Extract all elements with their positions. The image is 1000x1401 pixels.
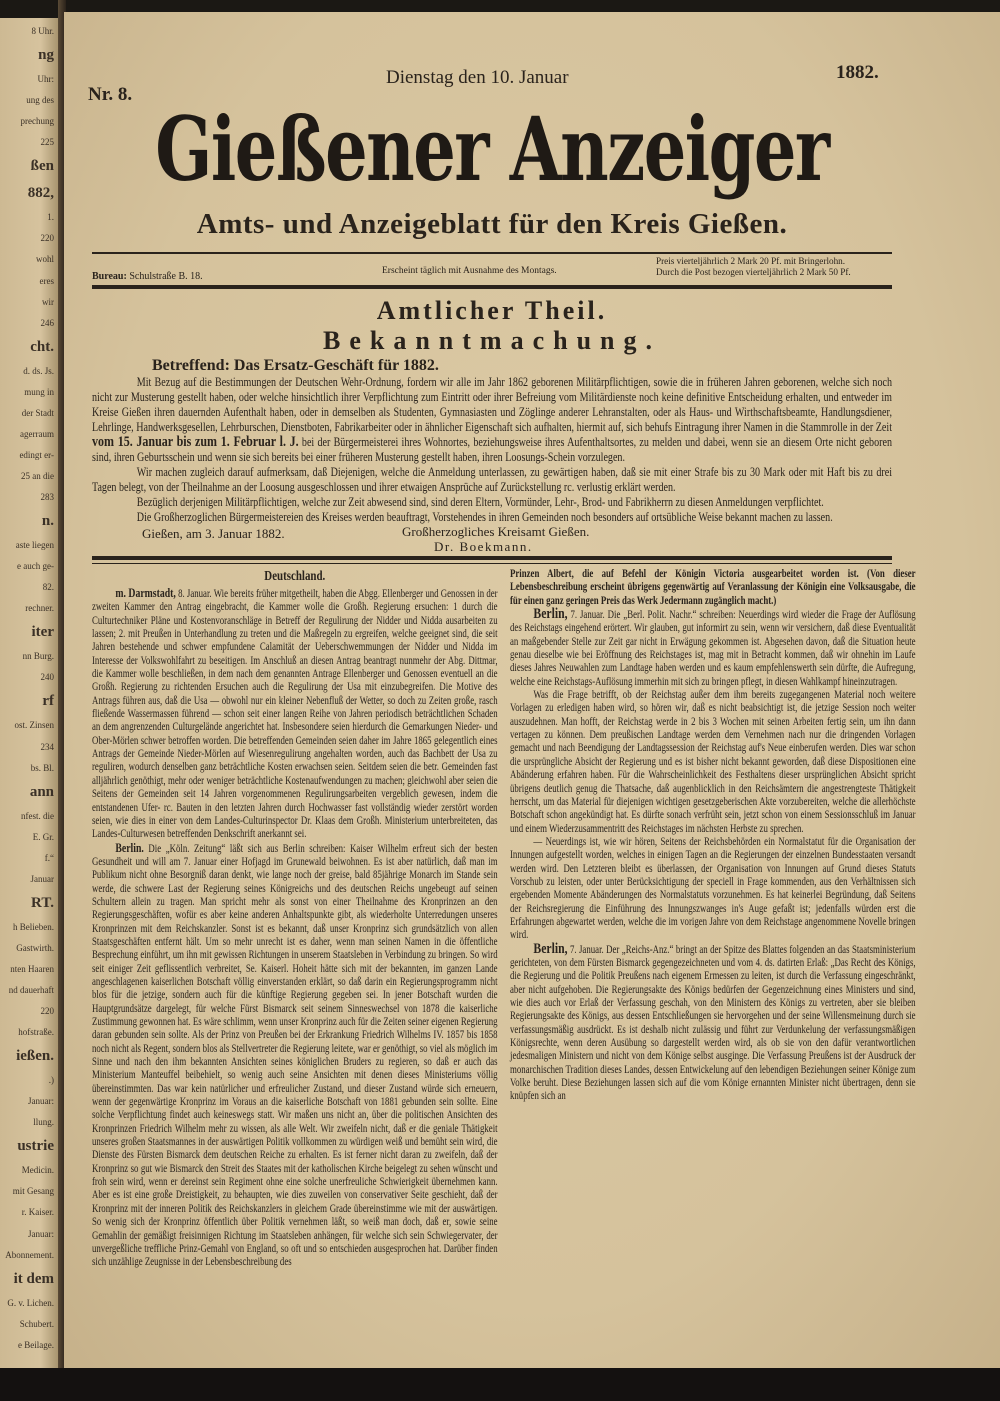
adjacent-page-fragment: 8 Uhr. — [31, 26, 54, 36]
article-paragraph: Prinzen Albert, die auf Befehl der Königin Victoria ausgearbeitet worden ist. (Von dieser Lebensbeschreibung erscheint übrigens gegenwärtig auf Veranlassung der Königin eine Volksausgabe, die für einen ganz geringen Preis das Werk Jedermann zugänglich macht.) — [510, 568, 916, 607]
adjacent-page-fragment: h Belieben. — [13, 921, 54, 932]
article-text: 7. Januar. Die „Berl. Polit. Nachr.“ schreiben: Neuerdings wird wieder die Frage der Auflösung des Reichstags eingehend erörtert. Wir glauben, gut informirt zu sein, wenn wir versichern, daß diese Eventualität an maßgebender Stelle zur Zeit gar nicht in Erwägung gekommen ist. Abgesehen davon, daß die Situation heute genau dieselbe wie bei Eröffnung des Reichstages ist, mag mit in Betracht kommen, daß wir ohnehin im Laufe dieses Jahres Neuwahlen zum Landtage haben werden und es kaum empfehlenswerth sein dürfte, die Aufregung, welche eine Reichstags-Auflösung immerhin mit sich zu bringen pflegt, in diesen Wahlkampf hineinzutragen. — [510, 609, 916, 688]
notice-body — [92, 375, 892, 525]
adjacent-page-fragment: ustrie — [17, 1138, 54, 1155]
bureau-label: Bureau: — [92, 271, 127, 282]
article-text: 8. Januar. Wie bereits früher mitgetheilt, haben die Abgg. Ellenberger und Genossen in der zweiten Kammer den Antrag eingebracht, die Kammer wolle die Großh. Regierung ersuchen: 1 durch die Culturtechniker Pläne und Kostenvoranschläge in Betreff der Regulirung der Nidder und Nidda ausarbeiten zu lassen; 2. mit Preußen in Unterhandlung zu treten und die Maßregeln zu ergreifen, welche geeignet sind, die seit Jahren bestehende und schwer empfundene Calamität der Ueberschwemmungen der Nidder und Nidda im Interesse der Volkswohlfahrt zu beseitigen. Im Anschluß an diesen Antrag beantragt nunmehr der Abg. Dittmar, die Kammer wolle beschließen, in dem nach dem genannten Antrage Ellenberger und Genossen eventuell an die Großh. Regierung zu richtenden Ersuchen auch die Regulirung der Usa mit einzubegreifen. Die Motive des Antrags führen aus, daß die Usa — obwohl nur ein kleiner Nebenfluß der Wetter, so doch zu Zeiten große, rasch fließende Wassermassen führend — schon seit einer langen Reihe von Jahren periodisch beträchtlichen Schaden an dem angrenzenden Culturgelände angerichtet hat. Insbesondere seien hierdurch die Gemarkungen Nieder- und Ober-Mörlen schwer betroffen worden. Die betreffenden Gemeinden seien daher im Jahre 1865 gelegentlich eines Antrags der Gemeinde Nieder-Mörlen auf Wiesenregulirung angehalten worden, auch das Bachbett der Usa zu reguliren, wodurch denselben ganz beträchtliche Kosten erwachsen seien. Seitdem seien die betr. Gemeinden fast alljährlich genöthigt, mehr oder weniger beträchtliche Kostenaufwendungen zu machen; gleichwohl aber seien die Seitens der Gemeinden seit 14 Jahren vorgenommenen Regulirungsarbeiten vergeblich gewesen, indem die entstandenen Ufer- rc. Bauten in den letzten Jahren durch Hochwasser fast vollständig wieder zerstört worden seien, wie dies in einer von dem Landes-Culturinspector Dr. Klaas dem Großh. Ministerium unterbreiteten, das Landes-Culturwesen betreffenden Denkschrift anerkannt sei. — [92, 588, 498, 841]
notice-paragraph — [92, 375, 892, 465]
dateline: m. Darmstadt, — [115, 586, 176, 600]
section-heading: Amtlicher Theil. — [376, 296, 608, 325]
price-line: Preis vierteljährlich 2 Mark 20 Pf. mit Bringerlohn. — [656, 256, 846, 266]
adjacent-page-fragment: 220 — [40, 233, 54, 244]
adjacent-page-fragment: Januar — [30, 873, 54, 884]
adjacent-page-fragment: RT. — [31, 894, 54, 911]
notice-signature — [92, 525, 892, 556]
notice-text: Mit Bezug auf die Bestimmungen der Deutschen Wehr-Ordnung, fordern wir alle im Jahr 1862 geborenen Militärpflichtigen, sowie die in früheren Jahren geborenen, welche sich noch nicht zur Musterung gestellt haben, oder welche hinsichtlich ihrer Verpflichtung zum Eintritt oder ihrer Befreiung vom Militärdienste noch keine definitive Entscheidung erhalten, und entweder im Kreise Gießen ihren dauernden Aufenthalt haben, oder in demselben als Studenten, Gymnasiasten und Zöglinge anderer Lehranstalten, oder als Haus- und Wirthschaftsbeamte, Handlungsdiener, Lehrlinge, Handwerksgesellen, Lehrburschen, Dienstboten, Fabrikarbeiter oder in ähnlicher Eigenschaft sich aufhalten, hiermit auf, sich behufs Eintragung ihrer Namen in die Stammrolle in der Zeit — [92, 375, 893, 434]
article-columns — [92, 568, 916, 1270]
right-column — [510, 568, 916, 1270]
adjacent-page-fragment: f.“ — [44, 852, 54, 863]
article-paragraph — [92, 842, 498, 1270]
adjacent-page-fragment: G. v. Lichen. — [7, 1297, 54, 1308]
adjacent-page-fragment: d. ds. Js. — [23, 365, 54, 376]
adjacent-page-fragment: 234 — [40, 741, 54, 752]
adjacent-page-fragment: nn Burg. — [22, 651, 54, 662]
article-paragraph — [510, 608, 916, 689]
adjacent-page-fragment: agerraum — [20, 428, 54, 439]
issue-year: 1882. — [836, 62, 879, 83]
signatory: Dr. Boekmann. — [434, 539, 533, 554]
adjacent-page-fragment: 246 — [40, 317, 54, 328]
adjacent-page-fragment: Gastwirth. — [16, 942, 54, 953]
adjacent-page-fragment: E. Gr. — [32, 831, 54, 842]
divider — [92, 285, 892, 289]
article-text: 7. Januar. Der „Reichs-Anz.“ bringt an der Spitze des Blattes folgenden an das Staatsministerium gerichteten, von dem Fürsten Bismarck gegengezeichneten und vom 4. ds. datirten Erlaß: „Das Recht des Königs, die Regierung und die Politik Preußens nach eigenem Ermessen zu leiten, ist durch die Verfassung eingeschränkt, aber nicht aufgehoben. Die Regierungsakte des Königs bedürfen der Gegenzeichnung eines Ministers und sind, wie dies auch vor Erlaß der Verfassung geschah, von den Ministern des Königs zu vertreten, aber sie bleiben Regierungsakte des Königs, aus dessen Entschließungen sie hervorgehen und der seine Willensmeinung durch sie verfassungsmäßig ausdrückt. Es ist deshalb nicht zulässig und führt zur Verdunkelung der verfassungsmäßigen Königsrechte, wenn deren Ausübung so dargestellt werden wird, als ob sie von den dafür verantwortlichen jedesmaligen Ministern und nicht von dem Könige selbst ausginge. Die Verfassung Preußens ist der Ausdruck der monarchischen Tradition dieses Landes, dessen Entwickelung auf den lebendigen Beziehungen seiner Könige zum Volke beruht. Diese Beziehungen lassen sich auf die vom Könige ernannten Minister nicht übertragen, denn sie knüpfen sich an — [510, 943, 916, 1103]
adjacent-page-fragment: iter — [31, 624, 54, 641]
adjacent-page-fragment: nten Haaren — [10, 963, 54, 974]
adjacent-page-fragment: cht. — [30, 338, 54, 355]
adjacent-page-fragment: edingt er- — [19, 449, 54, 460]
content-flow — [92, 296, 916, 1270]
adjacent-page-fragment: 82. — [42, 582, 54, 593]
adjacent-page-fragment: Schubert. — [19, 1318, 54, 1329]
notice-subject: Betreffend: Das Ersatz-Geschäft für 1882. — [152, 357, 439, 374]
adjacent-page-fragment: r. Kaiser. — [21, 1207, 54, 1218]
newspaper-subtitle: Amts- und Anzeigeblatt für den Kreis Gießen. — [196, 208, 788, 240]
left-column — [92, 568, 498, 1270]
adjacent-page-fragment: mung in — [24, 386, 54, 397]
divider — [92, 563, 892, 564]
adjacent-page-fragment: e auch ge- — [17, 561, 54, 572]
adjacent-page-fragment: ann — [29, 783, 54, 800]
adjacent-page-fragment: 25 an die — [21, 470, 54, 481]
adjacent-page-fragment: ng — [38, 47, 54, 64]
adjacent-page-fragment: Abonnement. — [5, 1249, 54, 1260]
adjacent-page-fragment: nfest. die — [21, 810, 54, 821]
left-column-text — [92, 568, 498, 1270]
adjacent-page-fragment: mit Gesang — [12, 1186, 54, 1197]
adjacent-page-fragment: 283 — [40, 491, 54, 502]
divider — [92, 556, 892, 560]
dateline: Berlin, — [533, 940, 568, 957]
notice-paragraph: Die Großherzoglichen Bürgermeistereien des Kreises werden beauftragt, Vorstehendes in ihren Gemeinden noch besonders auf ortsübliche Weise bekannt machen zu lassen. — [136, 510, 833, 524]
adjacent-page-fragment: hofstraße. — [18, 1027, 54, 1038]
adjacent-page-fragment: eres — [39, 275, 54, 286]
adjacent-page-fragment: rf — [42, 693, 54, 710]
dateline: Berlin, — [533, 606, 568, 623]
article-paragraph: — Neuerdings ist, wie wir hören, Seitens der Reichsbehörden ein Normalstatut für die Organisation der Innungen aufgestellt worden, welches in einigen Tagen an die Regierungen der einzelnen Bundesstaaten versandt werden wird. Den Letzteren bleibt es überlassen, der Organisation von Innungen auf Grund dieses Statuts Vorschub zu leisten, oder unter Berücksichtigung der speciell in Frage kommenden, aus den Verhältnissen sich ergebenden Momente Abänderungen des Normalstatuts vorzunehmen. Es hat keinerlei Begründung, daß Seitens der Reichsregierung die Einführung des Innungszwanges in's Auge gefaßt ist; jedenfalls würden erst die Erfahrungen abgewartet werden, welche die im vorigen Jahre von dem Reichstage angenommene Novelle bringen wird. — [510, 835, 916, 942]
adjacent-page-fragment: prechung — [20, 116, 54, 127]
article-text: Die „Köln. Zeitung“ läßt sich aus Berlin schreiben: Kaiser Wilhelm erfreut sich der besten Gesundheit und will am 7. Januar einer Hofjagd im Grunewald beiwohnen. Es ist aber natürlich, daß man im Publikum nicht ohne Besorgniß daran denkt, wie lange noch der greise, bald 85jährige Monarch im Stande sein werde, die schwere Last der Regierung seines Königreichs und des deutschen Reichs ungebeugt auf seinen Schultern allein zu tragen. Man spricht mehr als sonst von einer Theilnahme des Kronprinzen an den Regierungsgeschäften, wofür es aber keine anderen Anhaltspunkte gibt, als wiederholte Unterredungen unseres Kronprinzen mit dem Reichskanzler. Sonst ist es bekannt, daß unser Kronprinz sich grundsätzlich von allen Staatsgeschäften entfernt hält. Um so mehr unrecht ist es daher, wenn man seinen Namen in die öffentliche Besprechung einführt, um ihn mit gewissen Richtungen in unserem Staatsleben in Verbindung zu bringen. So wird seit einiger Zeit geflissentlich verbreitet, Se. Kaiserl. Hoheit hätte sich mit der bekannten, im ganzen Lande angeschlagenen kaiserlichen Botschaft völlig einverstanden erklärt, so daß darin ein Regierungsprogramm nicht blos für die jetzige, sondern auch für die künftige Regierung gegeben sei. In jener Botschaft wurden die Hauptgrundsätze dargelegt, für welche Fürst Bismarck seit seinem Sinneswechsel von 1878 die kaiserliche Zustimmung gewonnen hat. Es wäre schlimm, wenn unser Kronprinz auch für die Zeiten seiner eigenen Regierung daran gebunden sein sollte. Als der Prinz von Preußen bei der Erkrankung Friedrich Wilhelms IV. 1857 bis 1858 noch nicht als Regent, sondern blos als Stellvertreter die Regierung leitete, war er genöthigt, so viel als möglich im Sinne und nach den ihm bekannten Ansichten seines königlichen Bruders zu regieren, so daß er auch das Ministerium Manteuffel beibehielt, so wenig auch seine Ansichten mit denen dieses Ministeriums völlig übereinstimmten. Das war kein natürlicher und erfreulicher Zustand, und dieser Zustand würde sich erneuern, wenn der gegenwärtige Kronprinz im Voraus an die kaiserliche Botschaft von 1881 gebunden sein sollte. Eine solche Verpflichtung findet auch keineswegs statt. Wir maßen uns nicht an, über die politischen Ansichten des Kronprinzen Friedrich Wilhelm mehr zu wissen, als alle Welt. Wir zweifeln nicht, daß er die geniale Thätigkeit unseres großen Staatsmannes in der auswärtigen Politik vollkommen zu würdigen weiß und bemüht sein wird, die Dienste des Fürsten Bismarck dem deutschen Reiche zu erhalten. Es ist ferner nicht daran zu zweifeln, daß der Kronprinz so gut wie Bismarck den Streit des Staates mit der katholischen Kirche beigelegt zu sehen wünscht und froh sein wird, wenn er dereinst sein Regiment ohne eine solche unerfreuliche Schwierigkeit übernehmen kann. Aber es ist eine große Dreistigkeit, zu behaupten, wie dies zuweilen von conservativer Seite geschieht, daß der Kronprinz mit der inneren Politik des Reichskanzlers in gleichem Grade übereinstimme wie mit der auswärtigen. So wenig sich der Kronprinz öffentlich über Politik vernehmen läßt, so weiß man doch, daß er, sowie seine Gemahlin der gemäßigt freisinnigen Richtung im Staatsleben anhängen, für welche sich sein Schwiegervater, der unvergeßliche treffliche Prinz-Gemahl von England, so oft und so entschieden ausgesprochen hat. Darüber finden sich unzählige Zeugnisse in der Lebensbeschreibung des — [92, 842, 498, 1269]
notice-deadline: vom 15. Januar bis zum 1. Februar l. J. — [92, 434, 299, 450]
article-paragraph: Was die Frage betrifft, ob der Reichstag außer dem ihm bereits zugegangenen Material noch weitere Vorlagen zu erledigen haben wird, so hören wir, daß es nicht beabsichtigt ist, die jetzige Session noch weiter auszudehnen. Man hofft, der Reichstag werde in 2 bis 3 Wochen mit seinen Arbeiten fertig sein, um ihn dann vertagen zu können. Dem preußischen Landtage werden dem Vernehmen nach nur die dringenden Vorlagen gemacht und nach Beendigung der Landtagssession der Reichstag auf's Neue einberufen werden. Dies war schon die ursprüngliche Absicht der Regierung und es ist bisher nicht bekannt geworden, daß diese Dispositionen eine Abänderung erfahren haben. Für die Wahrscheinlichkeit des Festhaltens dieser ursprünglichen Absicht spricht übrigens deutlich genug die Thatsache, daß augenblicklich in den Reichsämtern die angestrengteste Thätigkeit herrscht, um das Material für diejenigen wichtigen gesetzgeberischen Akte vorzubereiten, welche die allerhöchste Botschaft schon angekündigt hat. Es dürfte sonach verfrüht sein, jetzt schon von einem Sessionsschluß im Januar und einem Wiederzusammentritt des Reichstages im nächsten Herbste zu sprechen. — [510, 689, 916, 835]
notice-heading: Bekanntmachung. — [323, 326, 661, 355]
adjacent-page-fragment: 1. — [47, 212, 54, 223]
adjacent-page-fragment: wohl — [36, 254, 54, 265]
adjacent-page-fragment: bs. Bl. — [30, 762, 54, 773]
adjacent-page-fragment: ost. Zinsen — [14, 720, 54, 731]
newspaper-title: Gießener Anzeiger — [155, 97, 829, 201]
adjacent-page-fragment: nd dauerhaft — [8, 985, 54, 996]
publication-frequency: Erscheint täglich mit Ausnahme des Montags. — [382, 266, 557, 276]
adjacent-page-fragment: 220 — [40, 1006, 54, 1017]
adjacent-page-fragment: n. — [41, 513, 54, 530]
adjacent-page-fragment: rechner. — [25, 603, 54, 614]
adjacent-page-fragment: 225 — [40, 137, 54, 148]
place-date: Gießen, am 3. Januar 1882. — [142, 526, 285, 541]
adjacent-page-fragment: Uhr: — [37, 74, 54, 85]
adjacent-page-fragment: ung des — [26, 95, 54, 106]
notice-paragraph: Wir machen zugleich darauf aufmerksam, daß Diejenigen, welche die Anmeldung unterlassen, zu gewärtigen haben, daß sie mit einer Strafe bis zu 30 Mark oder mit Haft bis zu drei Tagen belegt, von der Theilnahme an der Loosung ausgeschlossen und ihrer etwaigen Ansprüche auf Zurückstellung rc. verlustig erklärt werden. — [92, 465, 893, 494]
price-line: Durch die Post bezogen vierteljährlich 2 Mark 50 Pf. — [656, 267, 851, 277]
adjacent-page-fragment: Januar: — [28, 1228, 54, 1239]
adjacent-page-fragment: ießen. — [16, 1048, 54, 1065]
divider — [92, 252, 892, 254]
column-heading: Deutschland. — [264, 569, 326, 584]
bureau-street: Schulstraße B. 18. — [129, 271, 203, 282]
subscription-price — [656, 256, 851, 278]
issue-date: Dienstag den 10. Januar — [386, 67, 569, 88]
adjacent-page-fragment: ßen — [30, 158, 54, 175]
adjacent-page-fragment: Januar: — [28, 1096, 54, 1107]
article-paragraph — [510, 940, 916, 1104]
adjacent-page-fragment: aste liegen — [15, 540, 54, 551]
dateline: Berlin. — [115, 840, 144, 855]
newspaper-page — [64, 12, 1000, 1368]
adjacent-page-strip — [0, 18, 58, 1370]
notice-text: bei der Bürgermeisterei ihres Wohnortes, beziehungsweise ihres Aufenthaltsortes, zu melden und dabei, wenn sie an diesem Orte nicht geboren sind, ihren Geburtsschein und wenn sie sich bereits bei einer früheren Musterung gestellt haben, ihren Loosungs-Schein vorzulegen. — [92, 435, 893, 464]
masthead — [92, 94, 892, 206]
adjacent-page-fragment: it dem — [13, 1270, 54, 1287]
adjacent-page-fragment: 240 — [40, 672, 54, 683]
adjacent-page-fragment: 882, — [27, 185, 54, 202]
adjacent-page-fragment: der Stadt — [21, 407, 54, 418]
right-column-text — [510, 568, 916, 1104]
adjacent-page-fragment: .) — [48, 1075, 54, 1086]
scan-background — [0, 1368, 1000, 1401]
issue-number: Nr. 8. — [88, 84, 133, 105]
issuing-authority: Großherzogliches Kreisamt Gießen. — [402, 524, 590, 539]
adjacent-page-fragment: llung. — [33, 1117, 54, 1128]
article-paragraph — [92, 587, 498, 842]
notice-paragraph: Bezüglich derjenigen Militärpflichtigen, welche zur Zeit abwesend sind, sind deren Eltern, Vormünder, Lehr-, Brod- und Fabrikherrn zu diesen Anmeldungen verpflichtet. — [136, 495, 824, 509]
adjacent-page-fragment: e Beilage. — [18, 1339, 54, 1350]
bureau-address — [92, 271, 203, 283]
notice-text-block — [92, 375, 892, 525]
adjacent-page-fragment: wir — [42, 296, 54, 307]
adjacent-page-fragment: Medicin. — [21, 1165, 54, 1176]
